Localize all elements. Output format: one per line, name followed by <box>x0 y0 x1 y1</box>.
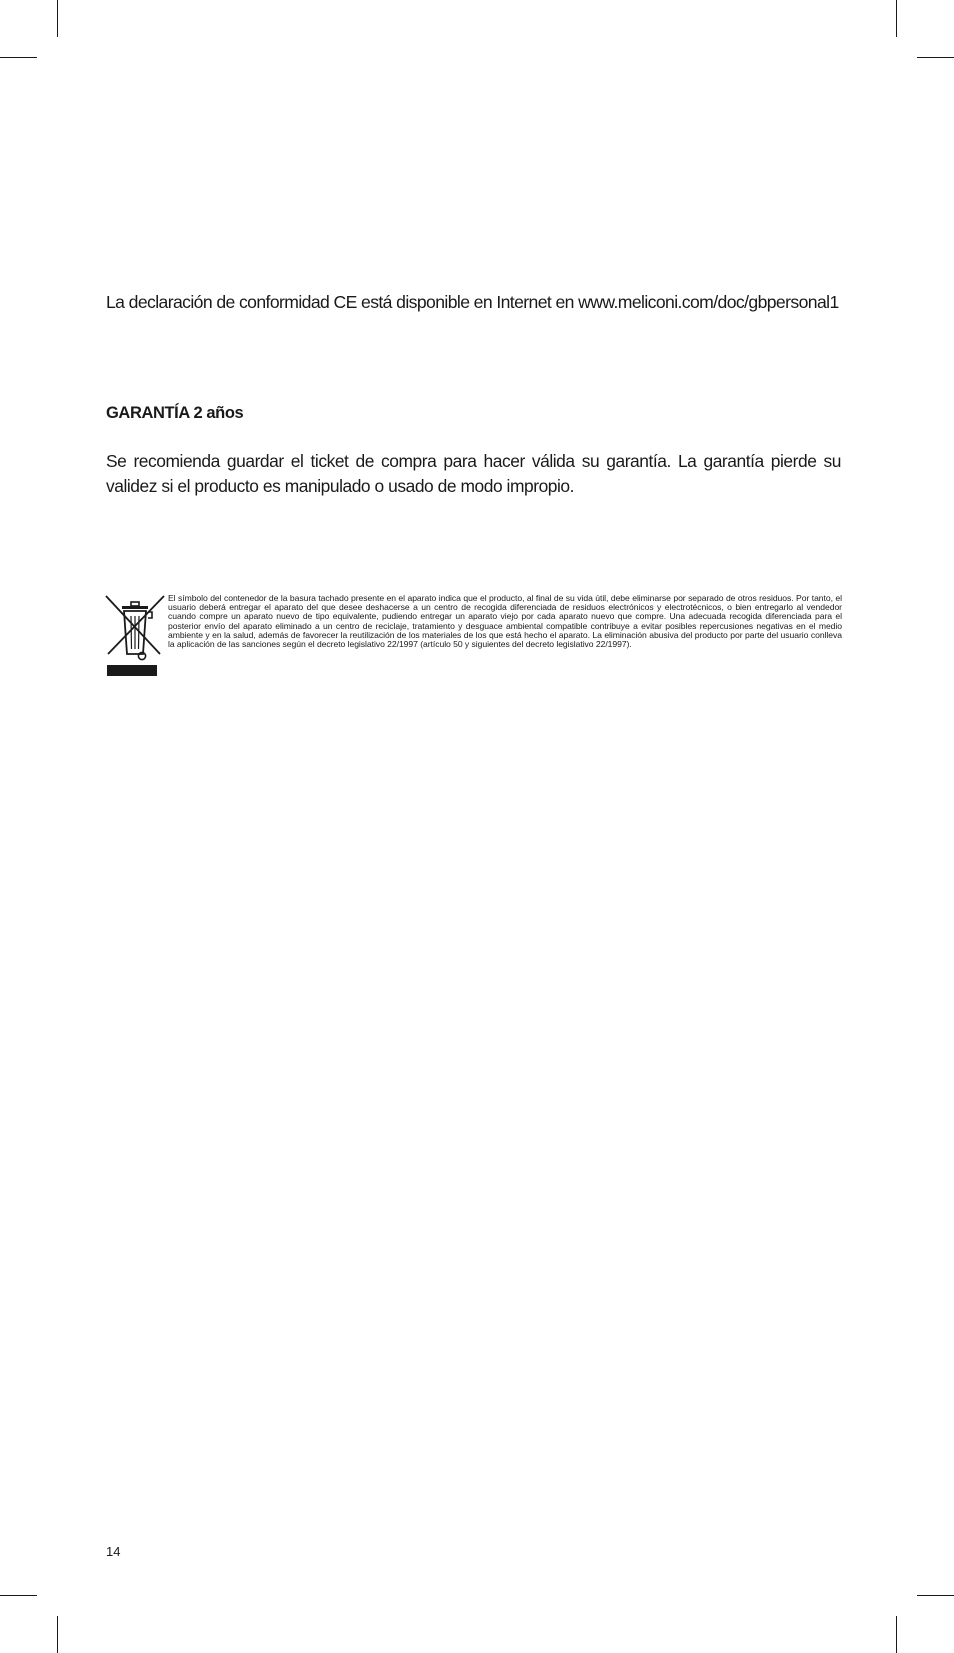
crop-mark-bottom-left-horizontal <box>0 1595 37 1596</box>
warranty-title: GARANTÍA 2 años <box>106 404 244 422</box>
crop-mark-bottom-right-horizontal <box>917 1595 954 1596</box>
crossed-out-wheelie-bin-icon <box>104 594 166 680</box>
crop-mark-bottom-left-vertical <box>57 1616 58 1653</box>
crop-mark-top-left-horizontal <box>0 57 37 58</box>
crop-mark-top-right-horizontal <box>917 57 954 58</box>
crop-mark-top-right-vertical <box>896 0 897 37</box>
ce-declaration-text: La declaración de conformidad CE está disponible en Internet en www.meliconi.com/doc/gbpersonal1 <box>106 292 839 312</box>
warranty-text: Se recomienda guardar el ticket de compra para hacer válida su garantía. La garantía pierde su validez si el producto es manipulado o usado de modo impropio. <box>106 451 841 496</box>
page-number: 14 <box>106 1544 121 1559</box>
crop-mark-bottom-right-vertical <box>896 1616 897 1653</box>
crop-mark-top-left-vertical <box>57 0 58 37</box>
weee-disposal-text: El símbolo del contenedor de la basura tachado presente en el aparato indica que el producto, al final de su vida útil, debe eliminarse por separado de otros residuos. Por tanto, el usuario deberá entregar el aparato del que desee deshacerse a un centro de recogida diferenciada de residuos electrónicos y electrotécnicos, o bien entregarlo al vendedor cuando compre un aparato nuevo de tipo equivalente, pudiendo entregar un aparato viejo por cada aparato nuevo que compre. Una adecuada recogida diferenciada para el posterior envío del aparato eliminado a un centro de reciclaje, tratamiento y desguace ambiental compatible contribuye a evitar posibles repercusiones negativas en el medio ambiente y en la salud, además de favorecer la reutilización de los materiales de los que está hecho el aparato. La eliminación abusiva del producto por parte del usuario conlleva la aplicación de las sanciones según el decreto legislativo 22/1997 (artículo 50 y siguientes del decreto legislativo 22/1997). <box>168 593 842 650</box>
